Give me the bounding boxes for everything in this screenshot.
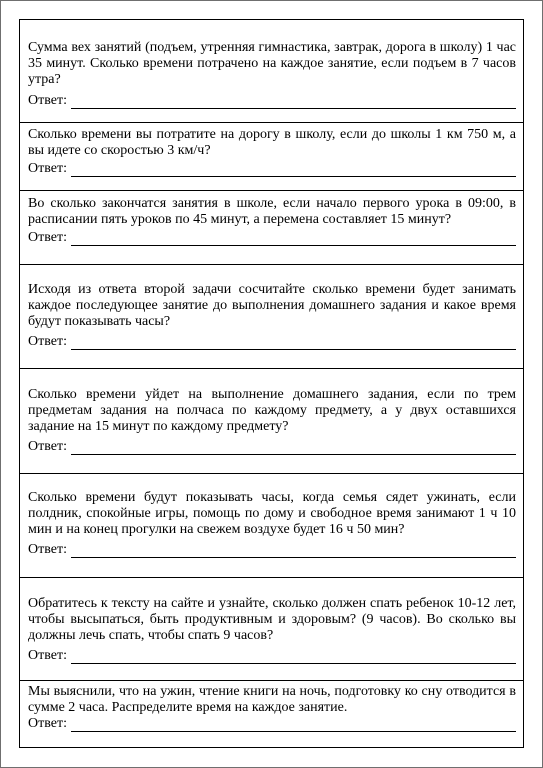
answer-line-3: [28, 230, 516, 246]
answer-line-4: [28, 334, 516, 350]
answer-field[interactable]: [71, 336, 516, 350]
task-table: [19, 19, 524, 748]
answer-field[interactable]: [71, 232, 516, 246]
answer-field[interactable]: [71, 650, 516, 664]
task-row-4: [20, 264, 523, 368]
answer-label: Ответ:: [28, 93, 67, 108]
task-row-3: [20, 190, 523, 264]
task-text-1: Сумма вех занятий (подъем, утренняя гимнастика, завтрак, дорога в школу) 1 час 35 минут. Сколько времени потрачено на каждое занятие, если подъем в 7 часов утра?: [28, 40, 516, 87]
answer-line-6: [28, 542, 516, 558]
answer-line-2: [28, 161, 516, 177]
answer-label: Ответ:: [28, 334, 67, 349]
task-text-3: Во сколько закончатся занятия в школе, если начало первого урока в 09:00, в расписании пять уроков по 45 минут, а перемена составляет 15 минут?: [28, 196, 516, 227]
answer-field[interactable]: [71, 163, 516, 177]
answer-line-5: [28, 439, 516, 455]
answer-label: Ответ:: [28, 542, 67, 557]
task-row-1: [20, 20, 523, 122]
answer-field[interactable]: [71, 544, 516, 558]
answer-line-8: [28, 716, 516, 732]
answer-label: Ответ:: [28, 161, 67, 176]
answer-line-1: [28, 93, 516, 109]
answer-field[interactable]: [71, 441, 516, 455]
task-text-2: Сколько времени вы потратите на дорогу в школу, если до школы 1 км 750 м, а вы идете со скоростью 3 км/ч?: [28, 127, 516, 158]
task-text-4: Исходя из ответа второй задачи сосчитайте сколько времени будет занимать каждое последующее занятие до выполнения домашнего задания и какое время будут показывать часы?: [28, 282, 516, 329]
task-row-7: [20, 577, 523, 680]
answer-label: Ответ:: [28, 439, 67, 454]
answer-label: Ответ:: [28, 230, 67, 245]
answer-field[interactable]: [71, 718, 516, 732]
answer-line-7: [28, 648, 516, 664]
answer-label: Ответ:: [28, 648, 67, 663]
task-text-7: Обратитесь к тексту на сайте и узнайте, сколько должен спать ребенок 10-12 лет, чтобы высыпаться, быть продуктивным и здоровым? (9 часов). Во сколько вы должны лечь спать, чтобы спать 9 часов?: [28, 596, 516, 643]
task-row-2: [20, 122, 523, 190]
answer-field[interactable]: [71, 95, 516, 109]
task-text-8: Мы выяснили, что на ужин, чтение книги на ночь, подготовку ко сну отводится в сумме 2 часа. Распределите время на каждое занятие.: [28, 684, 516, 715]
answer-label: Ответ:: [28, 716, 67, 731]
task-text-6: Сколько времени будут показывать часы, когда семья сядет ужинать, если полдник, спокойные игры, помощь по дому и свободное время занимают 1 ч 10 мин и на конец прогулки на свежем воздухе будет 16 ч 50 мин?: [28, 490, 516, 537]
task-row-5: [20, 368, 523, 473]
task-row-8: [20, 680, 523, 747]
task-row-6: [20, 473, 523, 577]
task-text-5: Сколько времени уйдет на выполнение домашнего задания, если по трем предметам задания на полчаса по каждому предмету, а у двух оставшихся задание на 15 минут по каждому предмету?: [28, 387, 516, 434]
